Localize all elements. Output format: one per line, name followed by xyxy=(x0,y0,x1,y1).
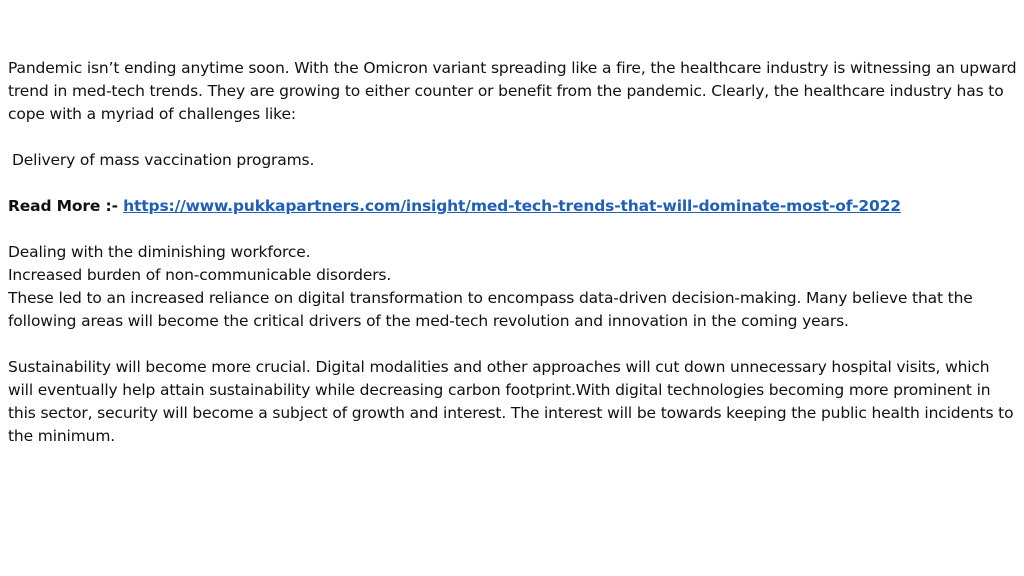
read-more-link[interactable]: https://www.pukkapartners.com/insight/med-tech-trends-that-will-dominate-most-of-2022 xyxy=(123,197,901,215)
challenge-ncd: Increased burden of non-communicable disorders. xyxy=(8,266,392,284)
read-more-label: Read More :- xyxy=(8,197,124,215)
spacer xyxy=(8,218,1018,241)
transition-paragraph: These led to an increased reliance on digital transformation to encompass data-driven decision-making. Many believe that the following areas will become the critical drivers of the med-tech revolution and innovation in the coming years. xyxy=(8,289,973,330)
challenge-vaccination: Delivery of mass vaccination programs. xyxy=(12,151,315,169)
spacer xyxy=(8,172,1018,195)
intro-paragraph: Pandemic isn’t ending anytime soon. With the Omicron variant spreading like a fire, the healthcare industry is witnessing an upward trend in med-tech trends. They are growing to either counter or benefit from the pandemic. Clearly, the healthcare industry has to cope with a myriad of challenges like: xyxy=(8,59,1017,123)
slide-body xyxy=(8,57,1018,448)
challenge-workforce: Dealing with the diminishing workforce. xyxy=(8,243,311,261)
sustainability-paragraph: Sustainability will become more crucial. Digital modalities and other approaches will cut down unnecessary hospital visits, which will eventually help attain sustainability while decreasing carbon footprint.With digital technologies becoming more prominent in this sector, security will become a subject of growth and interest. The interest will be towards keeping the public health incidents to the minimum. xyxy=(8,358,1014,445)
read-more-line xyxy=(8,195,1018,218)
spacer xyxy=(8,126,1018,149)
spacer xyxy=(8,333,1018,356)
